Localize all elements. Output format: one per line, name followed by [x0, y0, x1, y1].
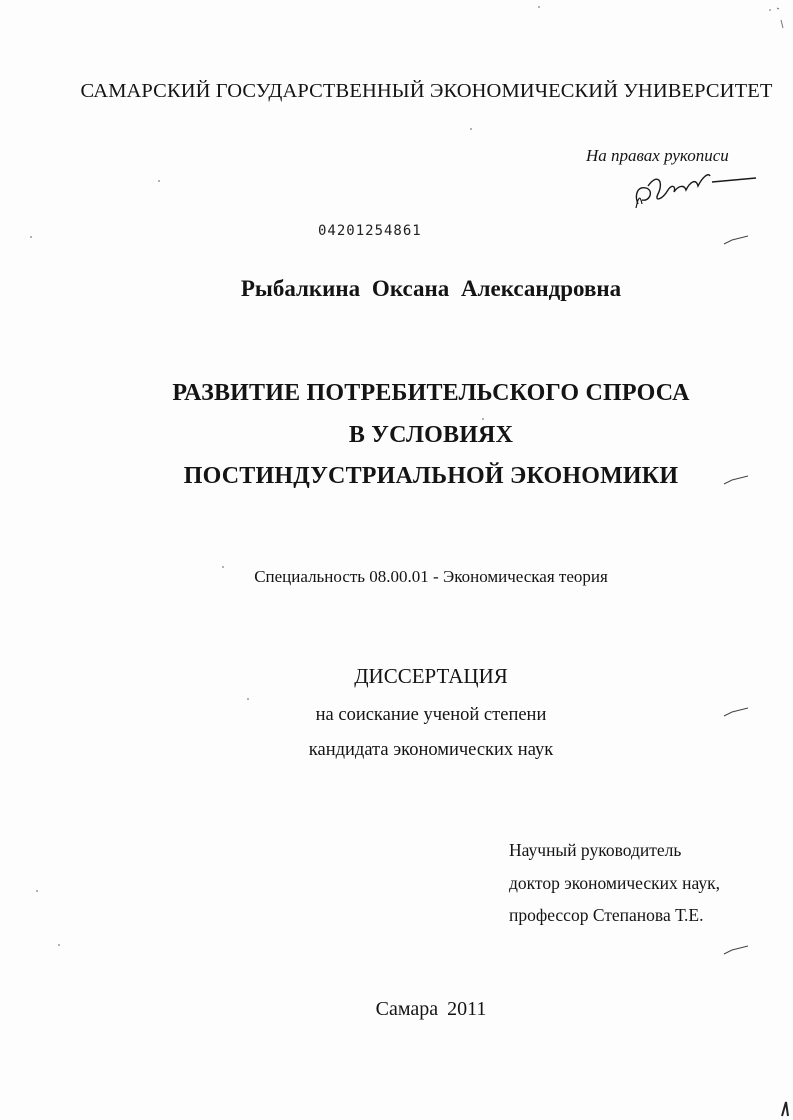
manuscript-rights-note: На правах рукописи	[586, 146, 729, 165]
thesis-title-line-3: ПОСТИНДУСТРИАЛЬНОЙ ЭКОНОМИКИ	[183, 463, 679, 489]
degree-line-2: кандидата экономических наук	[308, 740, 554, 760]
supervisor-role: Научный руководитель	[509, 840, 682, 860]
thesis-title-line-2: В УСЛОВИЯХ	[348, 422, 514, 448]
scan-speck	[247, 698, 249, 700]
margin-mark	[722, 706, 752, 718]
scan-speck	[470, 128, 472, 130]
margin-mark	[722, 474, 752, 486]
margin-mark	[722, 944, 752, 956]
specialty: Специальность 08.00.01 - Экономическая теория	[254, 567, 608, 586]
thesis-title-line-1: РАЗВИТИЕ ПОТРЕБИТЕЛЬСКОГО СПРОСА	[172, 380, 690, 406]
margin-mark	[722, 234, 752, 246]
author-signature	[628, 164, 758, 214]
city-year: Самара 2011	[375, 998, 487, 1020]
author-name: Рыбалкина Оксана Александровна	[240, 276, 622, 301]
scan-speck	[538, 6, 540, 8]
scan-speck	[58, 944, 60, 946]
corner-mark	[778, 1098, 792, 1118]
university-name: САМАРСКИЙ ГОСУДАРСТВЕННЫЙ ЭКОНОМИЧЕСКИЙ УНИВЕРСИТЕТ	[80, 80, 773, 102]
corner-mark	[765, 6, 787, 32]
degree-line-1: на соискание ученой степени	[315, 705, 547, 725]
supervisor-degree: доктор экономических наук,	[509, 873, 720, 893]
scan-speck	[222, 566, 224, 568]
scan-speck	[482, 418, 484, 420]
scan-speck	[158, 180, 160, 182]
scan-speck	[36, 890, 38, 892]
inventory-number: 04201254861	[318, 223, 422, 239]
supervisor-name: профессор Степанова Т.Е.	[509, 905, 704, 925]
scan-speck	[30, 236, 32, 238]
dissertation-type: ДИССЕРТАЦИЯ	[354, 664, 508, 688]
